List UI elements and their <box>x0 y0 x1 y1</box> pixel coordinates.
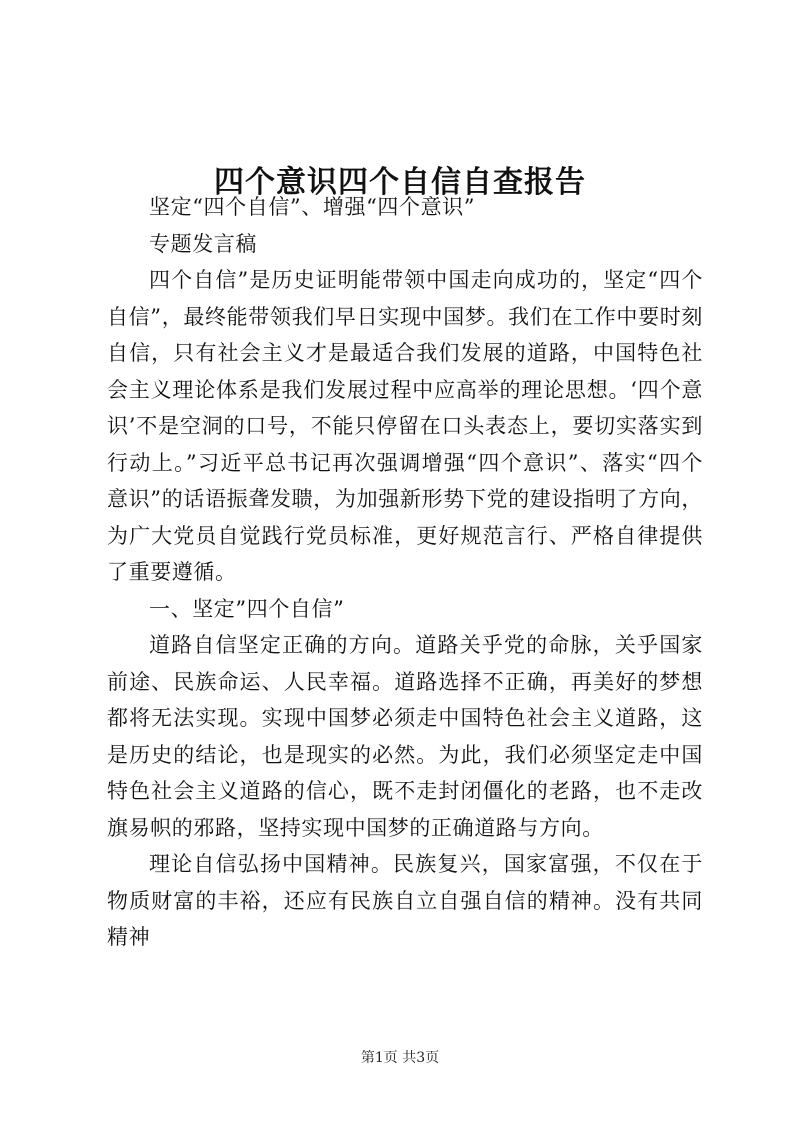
section-heading-1: 一、坚定”四个自信” <box>149 596 345 621</box>
subtitle-line: 坚定“四个自信”、增强“四个意识” <box>149 195 476 219</box>
paragraph-road-confidence: 道路自信坚定正确的方向。道路关乎党的命脉，关乎国家前途、民族命运、人民幸福。道路选择不正确，再美好的梦想都将无法实现。实现中国梦必须走中国特色社会主义道路，这是历史的结论，也是现实的必然。为此，我们必须坚定走中国特色社会主义道路的信心，既不走封闭僵化的老路，也不走改旗易帜的邪路，坚持实现中国梦的正确道路与方向。 <box>107 633 703 840</box>
document-body <box>107 189 703 956</box>
page-title: 四个意识四个自信自查报告 <box>214 165 586 201</box>
paragraph-theory-confidence: 理论自信弘扬中国精神。民族复兴，国家富强，不仅在于物质财富的丰裕，还应有民族自立自强自信的精神。没有共同精神 <box>107 852 703 949</box>
subtitle-speech-label: 专题发言稿 <box>149 231 257 256</box>
paragraph-intro: 四个自信”是历史证明能带领中国走向成功的，坚定“四个自信”，最终能带领我们早日实现中国梦。我们在工作中要时刻自信，只有社会主义才是最适合我们发展的道路，中国特色社会主义理论体系是我们发展过程中应高举的理论思想。‘四个意识’不是空洞的口号，不能只停留在口头表态上，要切实落实到行动上。”习近平总书记再次强调增强“四个意识”、落实“四个意识”的话语振聋发聩，为加强新形势下党的建设指明了方向，为广大党员自觉践行党员标准，更好规范言行、严格自律提供了重要遵循。 <box>107 268 703 584</box>
page-footer: 第1页 共3页 <box>360 1050 440 1066</box>
